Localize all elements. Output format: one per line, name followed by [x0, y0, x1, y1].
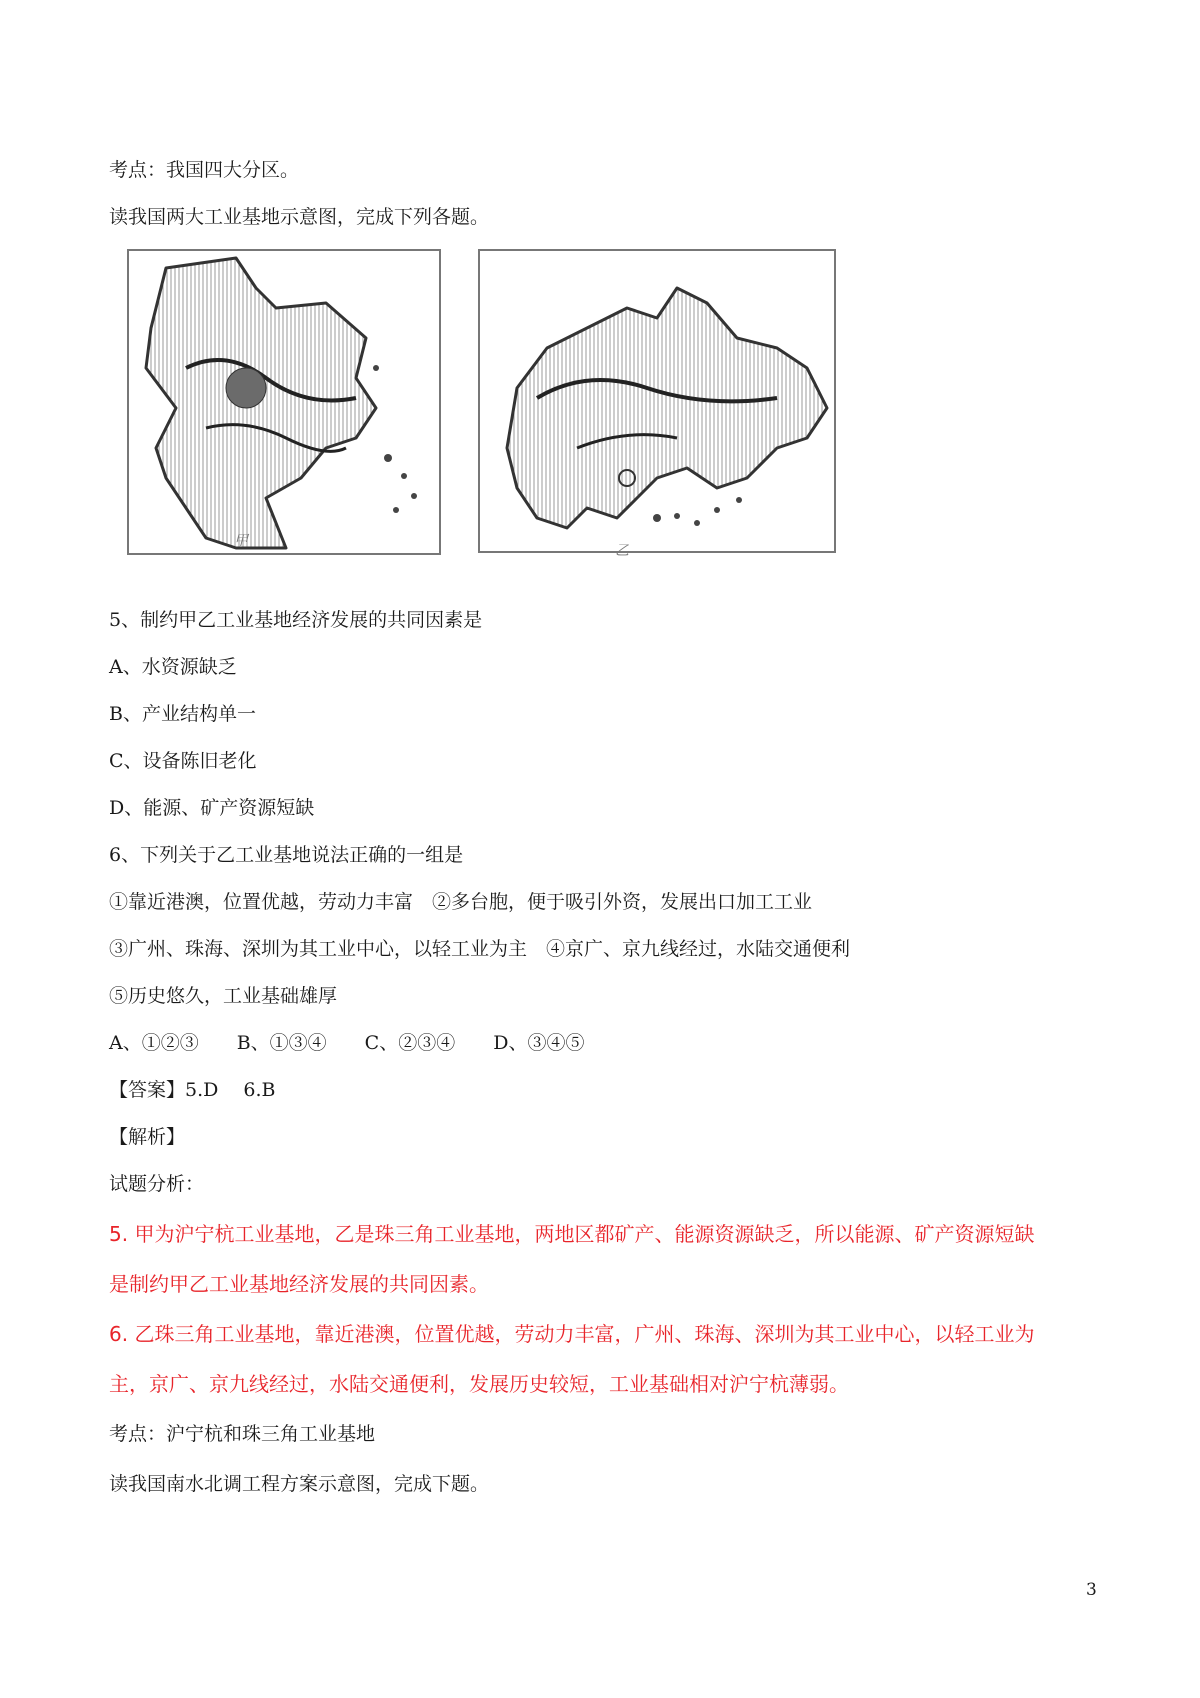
map-label-yi: 乙	[615, 543, 629, 559]
question-6-statement: ③广州、珠海、深圳为其工业中心，以轻工业为主 ④京广、京九线经过，水陆交通便利	[109, 938, 851, 960]
question-5-option-a: A、水资源缺乏	[109, 656, 237, 678]
question-5-option-c: C、设备陈旧老化	[109, 750, 257, 772]
question-6-statement: ⑤历史悠久，工业基础雄厚	[109, 985, 338, 1007]
map-label-jia: 甲	[234, 533, 248, 549]
question-6-options: A、①②③ B、①③④ C、②③④ D、③④⑤	[109, 1032, 585, 1054]
topic-line: 考点：沪宁杭和珠三角工业基地	[109, 1423, 376, 1445]
analysis-line: 是制约甲乙工业基地经济发展的共同因素。	[109, 1272, 489, 1296]
question-5-option-b: B、产业结构单一	[109, 703, 256, 725]
question-5-stem: 5、制约甲乙工业基地经济发展的共同因素是	[109, 609, 483, 631]
analysis-line: 5. 甲为沪宁杭工业基地，乙是珠三角工业基地，两地区都矿产、能源资源缺乏，所以能源、矿产资源短缺	[109, 1222, 1035, 1246]
analysis-line: 6. 乙珠三角工业基地，靠近港澳，位置优越，劳动力丰富，广州、珠海、深圳为其工业中心，以轻工业为	[109, 1322, 1035, 1346]
question-5-option-d: D、能源、矿产资源短缺	[109, 797, 315, 819]
question-6-statement: ①靠近港澳，位置优越，劳动力丰富 ②多台胞，便于吸引外资，发展出口加工工业	[109, 891, 813, 913]
answer-line: 【答案】5.D 6.B	[109, 1079, 276, 1101]
analysis-line: 主，京广、京九线经过，水陆交通便利，发展历史较短，工业基础相对沪宁杭薄弱。	[109, 1372, 849, 1396]
next-intro-text: 读我国南水北调工程方案示意图，完成下题。	[109, 1473, 490, 1495]
analysis-subheading: 试题分析：	[109, 1173, 205, 1195]
intro-text: 读我国两大工业基地示意图，完成下列各题。	[109, 206, 490, 228]
question-6-stem: 6、下列关于乙工业基地说法正确的一组是	[109, 844, 464, 866]
map-figure-right	[477, 248, 839, 574]
previous-topic: 考点：我国四大分区。	[109, 159, 300, 181]
map-figure-left	[126, 248, 442, 560]
analysis-heading: 【解析】	[109, 1126, 186, 1148]
page-number: 3	[1086, 1580, 1097, 1600]
